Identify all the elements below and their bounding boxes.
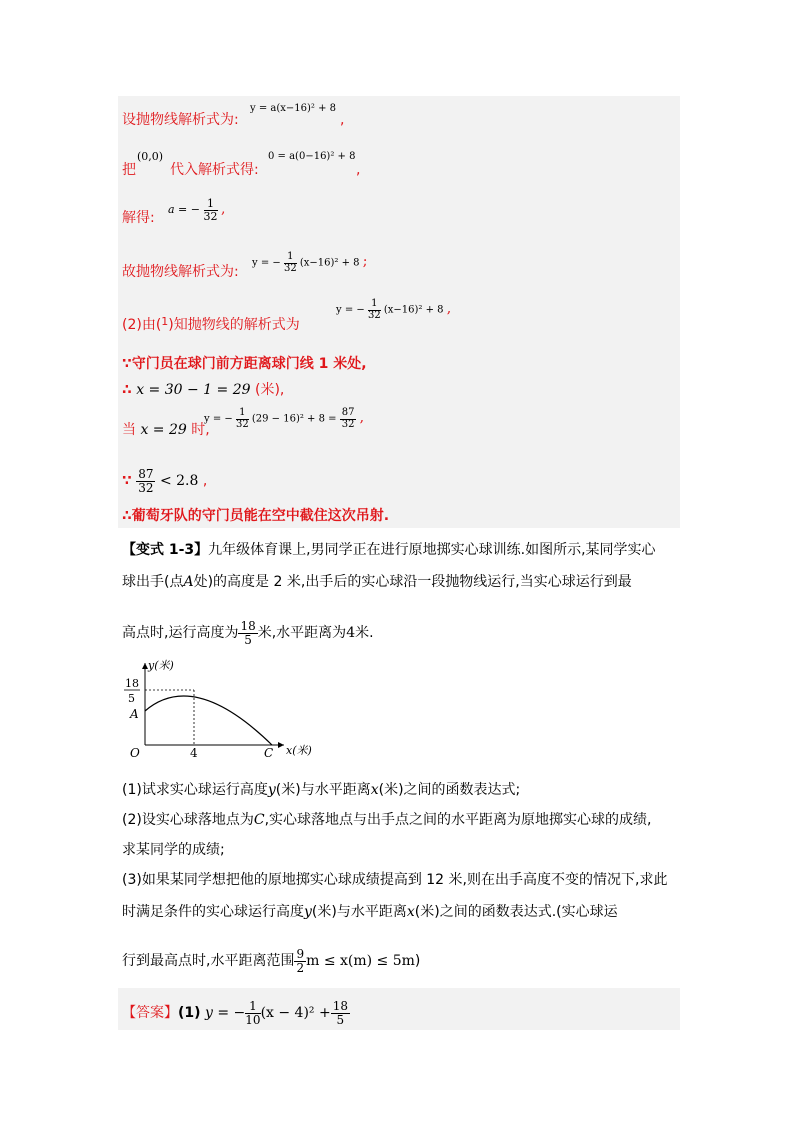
problem-text: 九年级体育课上,男同学正在进行原地掷实心球训练.如图所示,某同学实心 [208, 542, 656, 558]
problem-line-2 [122, 572, 632, 592]
problem-text: 米,水平距离为 [257, 625, 347, 642]
line-text: (米), [254, 382, 285, 398]
numerator: 18 [240, 619, 256, 633]
solution-line-1 [122, 110, 239, 130]
denominator: 32 [203, 209, 218, 223]
problem-text: 高点时,运行高度为 [122, 625, 239, 642]
eq-rhs: (x−16)² + 8 [383, 304, 444, 316]
q-text: (米)之间的函数表达式.(实心球运 [414, 904, 618, 920]
question-3-line-3 [122, 948, 420, 974]
solution-line-9 [122, 468, 207, 494]
denominator: 5 [244, 632, 252, 647]
eq-lhs: y = − [336, 304, 365, 316]
range-expression: m ≤ x(m) ≤ 5m [306, 953, 415, 970]
line-text: 时, [191, 422, 210, 438]
solution-line-3 [122, 208, 155, 228]
tail: , [221, 201, 226, 218]
numerator: 1 [204, 198, 218, 211]
answer-line [122, 1000, 350, 1026]
var-y: y [304, 904, 312, 920]
equation-3 [168, 198, 225, 222]
equation-8b [204, 408, 364, 430]
line-pre: (2)由( [122, 317, 162, 333]
equation-8a: x = 29 [140, 422, 187, 438]
point-c-ref: C [253, 812, 265, 828]
origin-label: O [130, 746, 140, 760]
solution-line-5 [122, 312, 300, 335]
line-pre: 把 [122, 162, 136, 178]
q-text: 时满足条件的实心球运行高度 [122, 904, 304, 920]
point-c-label: C [264, 746, 274, 760]
question-1 [122, 780, 520, 800]
fraction [238, 620, 257, 646]
denominator: 32 [138, 480, 154, 495]
eq-rhs: (x−16)² + 8 [299, 257, 360, 269]
numerator: 87 [138, 467, 154, 481]
denominator: 2 [296, 960, 305, 975]
answer-tag: 【答案】 [122, 1005, 178, 1022]
tail: ; [362, 253, 368, 270]
solution-line-4 [122, 262, 239, 282]
question-2-cont: 求某同学的成绩; [122, 842, 225, 858]
line-2-text: 代入解析式得: [170, 162, 259, 178]
numerator: 1 [368, 299, 381, 311]
numerator: 9 [296, 947, 305, 961]
var-x: x [406, 904, 415, 920]
denominator: 32 [235, 418, 249, 430]
eq-lhs: y = − [204, 413, 233, 425]
tail: , [202, 473, 208, 490]
var-y: y [267, 782, 276, 798]
fraction-result [340, 408, 357, 430]
fraction [204, 198, 218, 222]
line-text: )知抛物线的解析式为 [168, 317, 300, 333]
fraction [236, 408, 249, 430]
y-axis-label: y(米) [148, 659, 174, 672]
q-text: ,实心球落地点与出手点之间的水平距离为原地掷实心球的成绩, [264, 812, 652, 828]
q-text: ) [414, 953, 421, 970]
question-2 [122, 810, 651, 830]
question-3-line-2 [122, 902, 618, 922]
q-text: 行到最高点时,水平距离范围 [122, 953, 295, 970]
numerator: 1 [284, 252, 297, 264]
numerator: 1 [236, 408, 249, 420]
denominator: 32 [341, 418, 355, 430]
q-text: (1)试求实心球运行高度 [122, 782, 268, 798]
equation-7: x = 30 − 1 = 29 [136, 382, 251, 398]
problem-text: 米. [355, 625, 374, 642]
eq-lhs: y = − [252, 257, 281, 269]
line-text: 设抛物线解析式为: [122, 112, 239, 128]
problem-line-3 [122, 620, 374, 646]
q-text: (米)与水平距离 [311, 904, 407, 920]
solution-line-10: ∴葡萄牙队的守门员能在空中截住这次吊射. [122, 508, 390, 524]
inequality: < 2.8 [159, 473, 199, 490]
solution-line-2 [122, 160, 136, 180]
numerator: 1 [245, 1000, 260, 1014]
line-pre: 当 [122, 422, 136, 438]
equation-2: 0 = a(0−16)² + 8 [268, 151, 356, 162]
problem-line-1 [122, 540, 656, 560]
q-text: (米)与水平距离 [275, 782, 371, 798]
q-text: (米)之间的函数表达式; [378, 782, 521, 798]
point-a-ref: A [183, 574, 194, 590]
equation-5 [336, 299, 451, 321]
because-symbol: ∵ [122, 473, 132, 490]
equation-1: y = a(x−16)² + 8 [250, 103, 337, 114]
x-axis-label: x(米) [286, 744, 312, 757]
numerator: 18 [332, 999, 348, 1013]
point-origin: (0,0) [137, 150, 164, 163]
tail: , [446, 300, 452, 317]
line-2-tail: , [356, 162, 361, 178]
fraction-2 [331, 1000, 350, 1026]
numerator: 87 [341, 407, 355, 418]
problem-text: 球出手(点 [122, 574, 184, 590]
question-3: (3)如果某同学想把他的原地掷实心球成绩提高到 12 米,则在出手高度不变的情况下,求此 [122, 872, 668, 888]
denominator: 32 [283, 262, 297, 274]
y-tick-numerator: 18 [125, 677, 139, 690]
denominator: 10 [245, 1012, 261, 1027]
point-a-label: A [130, 707, 139, 721]
tail: , [359, 409, 365, 426]
denominator: 5 [336, 1012, 345, 1027]
part-ref: 1 [161, 315, 169, 328]
therefore-symbol: ∴ [122, 382, 132, 398]
distance-value: 4 [346, 625, 356, 642]
solution-line-6: ∵守门员在球门前方距离球门线 1 米处, [122, 356, 367, 372]
answer-part: (1) [178, 1005, 201, 1022]
problem-text: 处)的高度是 2 米,出手后的实心球沿一段抛物线运行,当实心球运行到最 [193, 574, 632, 590]
equation-4 [252, 252, 367, 274]
line-text: 故抛物线解析式为: [122, 264, 239, 280]
line-text: 解得: [122, 210, 155, 226]
fraction [245, 1000, 260, 1026]
fraction [284, 252, 297, 274]
fraction [136, 468, 155, 494]
x-tick-4: 4 [190, 746, 198, 760]
parabola-figure [118, 655, 358, 765]
fraction [368, 299, 381, 321]
eq-mid: (x − 4)² + [260, 1005, 331, 1022]
parabola-curve [145, 696, 272, 745]
eq-mid: (29 − 16)² + 8 = [251, 413, 337, 425]
y-tick-denominator: 5 [128, 692, 135, 705]
variant-tag: 【变式 1-3】 [122, 542, 209, 558]
solution-line-7 [122, 380, 284, 400]
denominator: 32 [367, 309, 381, 321]
q-text: (2)设实心球落地点为 [122, 812, 254, 828]
var-x: x [370, 782, 379, 798]
line-1-tail: , [340, 112, 345, 128]
eq-lhs: y = − [205, 1005, 246, 1022]
eq-lhs: a = − [168, 203, 200, 217]
fraction [294, 948, 306, 974]
solution-line-8 [122, 420, 210, 440]
